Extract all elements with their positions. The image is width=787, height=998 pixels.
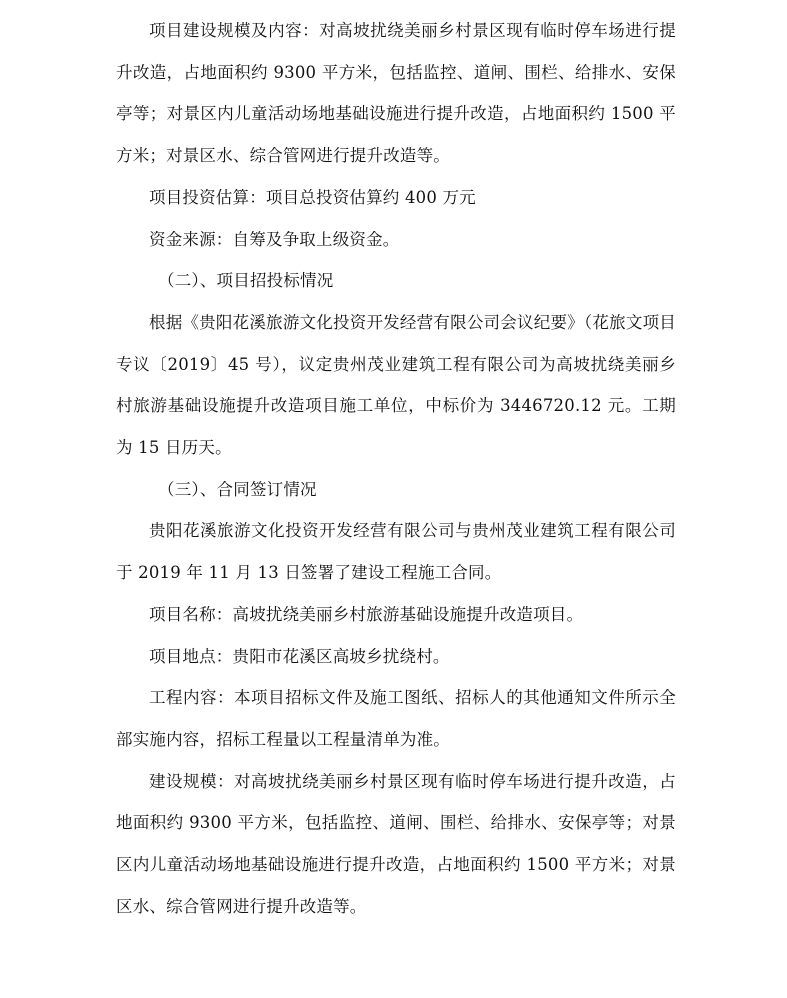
- paragraph-work-content: 工程内容：本项目招标文件及施工图纸、招标人的其他通知文件所示全部实施内容，招标工程量以工程量清单为准。: [116, 688, 676, 749]
- paragraph-project-location: 项目地点：贵阳市花溪区高坡乡扰绕村。: [149, 646, 450, 666]
- section-heading-bidding: （二）、项目招投标情况: [158, 271, 334, 291]
- paragraph-funding-source: 资金来源：自筹及争取上级资金。: [149, 229, 400, 249]
- document-body: [116, 10, 676, 927]
- paragraph-project-name: 项目名称：高坡扰绕美丽乡村旅游基础设施提升改造项目。: [149, 604, 584, 624]
- paragraph-investment-estimate: 项目投资估算：项目总投资估算约 400 万元: [149, 187, 476, 207]
- paragraph-construction-scale: 项目建设规模及内容：对高坡扰绕美丽乡村景区现有临时停车场进行提升改造，占地面积约 9300 平方米，包括监控、道闸、围栏、给排水、安保亭等；对景区内儿童活动场地基础设施进行提升改造，占地面积约 1500 平方米；对景区水、综合管网进行提升改造等。: [116, 21, 676, 166]
- paragraph-bidding-details: 根据《贵阳花溪旅游文化投资开发经营有限公司会议纪要》（花旅文项目专议〔2019〕45 号），议定贵州茂业建筑工程有限公司为高坡扰绕美丽乡村旅游基础设施提升改造项目施工单位，中标价为 3446720.12 元。工期为 15 日历天。: [116, 312, 676, 458]
- paragraph-contract-signing: 贵阳花溪旅游文化投资开发经营有限公司与贵州茂业建筑工程有限公司于 2019 年 11 月 13 日签署了建设工程施工合同。: [116, 521, 676, 583]
- paragraph-construction-scale-repeat: 建设规模：对高坡扰绕美丽乡村景区现有临时停车场进行提升改造，占地面积约 9300 平方米，包括监控、道闸、围栏、给排水、安保亭等；对景区内儿童活动场地基础设施进行提升改造，占地面积约 1500 平方米；对景区水、综合管网进行提升改造等。: [116, 771, 676, 916]
- section-heading-contract: （三）、合同签订情况: [158, 479, 317, 499]
